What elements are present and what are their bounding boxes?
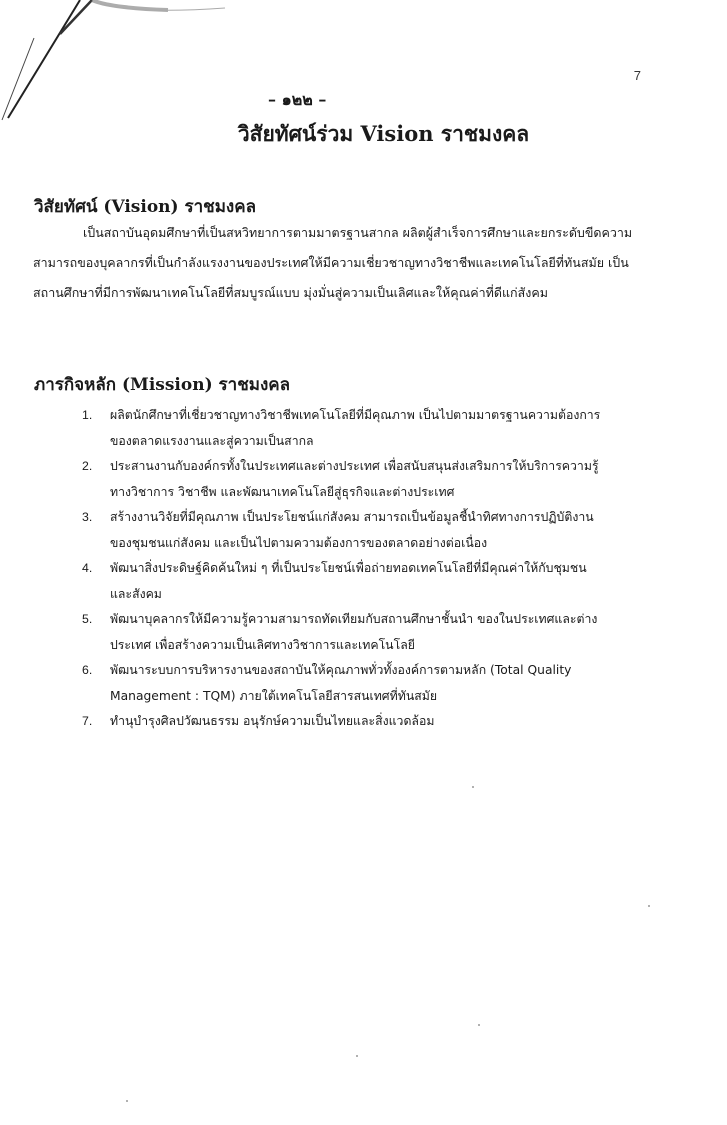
list-item-number: 2. [82, 459, 93, 473]
list-item-number: 3. [82, 510, 93, 524]
list-item-number: 7. [82, 714, 93, 728]
vision-body: เป็นสถาบันอุดมศึกษาที่เป็นสหวิทยาการตามมาตรฐานสากล ผลิตผู้สำเร็จการศึกษาและยกระดับขีดความสามารถของบุคลากรที่เป็นกำลังแรงงานของประเทศให้มีความเชี่ยวชาญทางวิชาชีพและเทคโนโลยีที่ทันสมัย เป็นสถานศึกษาที่มีการพัฒนาเทคโนโลยีที่สมบูรณ์แบบ มุ่งมั่นสู่ความเป็นเลิศและให้คุณค่าที่ดีแก่สังคม [33, 225, 633, 300]
list-item-number: 1. [82, 408, 93, 422]
list-item [82, 607, 602, 658]
list-item [82, 658, 602, 709]
scan-speck [472, 786, 474, 788]
scan-speck [126, 1100, 128, 1102]
list-item [82, 709, 602, 735]
page-title: วิสัยทัศน์ร่วม Vision ราชมงคล [237, 121, 530, 146]
vision-heading: วิสัยทัศน์ (Vision) ราชมงคล [34, 197, 257, 217]
list-item [82, 403, 602, 454]
list-item-text: พัฒนาระบบการบริหารงานของสถาบันให้คุณภาพทั่วทั้งองค์การตามหลัก (Total Quality Management : TQM) ภายใต้เทคโนโลยีสารสนเทศที่ทันสมัย [110, 663, 572, 703]
list-item-text: ผลิตนักศึกษาที่เชี่ยวชาญทางวิชาชีพเทคโนโลยีที่มีคุณภาพ เป็นไปตามมาตรฐานความต้องการของตลาดแรงงานและสู่ความเป็นสากล [110, 408, 601, 448]
list-item [82, 454, 602, 505]
page-number: 7 [633, 68, 641, 83]
mission-list [82, 403, 602, 735]
scan-speck [478, 1024, 480, 1026]
list-item-text: ประสานงานกับองค์กรทั้งในประเทศและต่างประเทศ เพื่อสนับสนุนส่งเสริมการให้บริการความรู้ทางวิชาการ วิชาชีพ และพัฒนาเทคโนโลยีสู่ธุรกิจและต่างประเทศ [110, 459, 599, 499]
list-item [82, 556, 602, 607]
scan-speck [648, 905, 650, 907]
list-item-number: 6. [82, 663, 93, 677]
list-item [82, 505, 602, 556]
list-item-number: 4. [82, 561, 93, 575]
list-item-text: พัฒนาสิ่งประดิษฐ์คิดค้นใหม่ ๆ ที่เป็นประโยชน์เพื่อถ่ายทอดเทคโนโลยีที่มีคุณค่าให้กับชุมชนและสังคม [110, 561, 587, 601]
list-item-number: 5. [82, 612, 93, 626]
mission-heading: ภารกิจหลัก (Mission) ราชมงคล [34, 375, 291, 395]
scan-speck [356, 1055, 358, 1057]
list-item-text: สร้างงานวิจัยที่มีคุณภาพ เป็นประโยชน์แก่สังคม สามารถเป็นข้อมูลชี้นำทิศทางการปฏิบัติงานของชุมชนแก่สังคม และเป็นไปตามความต้องการของตลาดอย่างต่อเนื่อง [110, 510, 594, 550]
list-item-text: ทำนุบำรุงศิลปวัฒนธรรม อนุรักษ์ความเป็นไทยและสิ่งแวดล้อม [110, 714, 435, 728]
page-sequence: – ๑๒๒ – [268, 90, 327, 109]
list-item-text: พัฒนาบุคลากรให้มีความรู้ความสามารถทัดเทียมกับสถานศึกษาชั้นนำ ของในประเทศและต่างประเทศ เพื่อสร้างความเป็นเลิศทางวิชาการและเทคโนโลยี [110, 612, 598, 652]
